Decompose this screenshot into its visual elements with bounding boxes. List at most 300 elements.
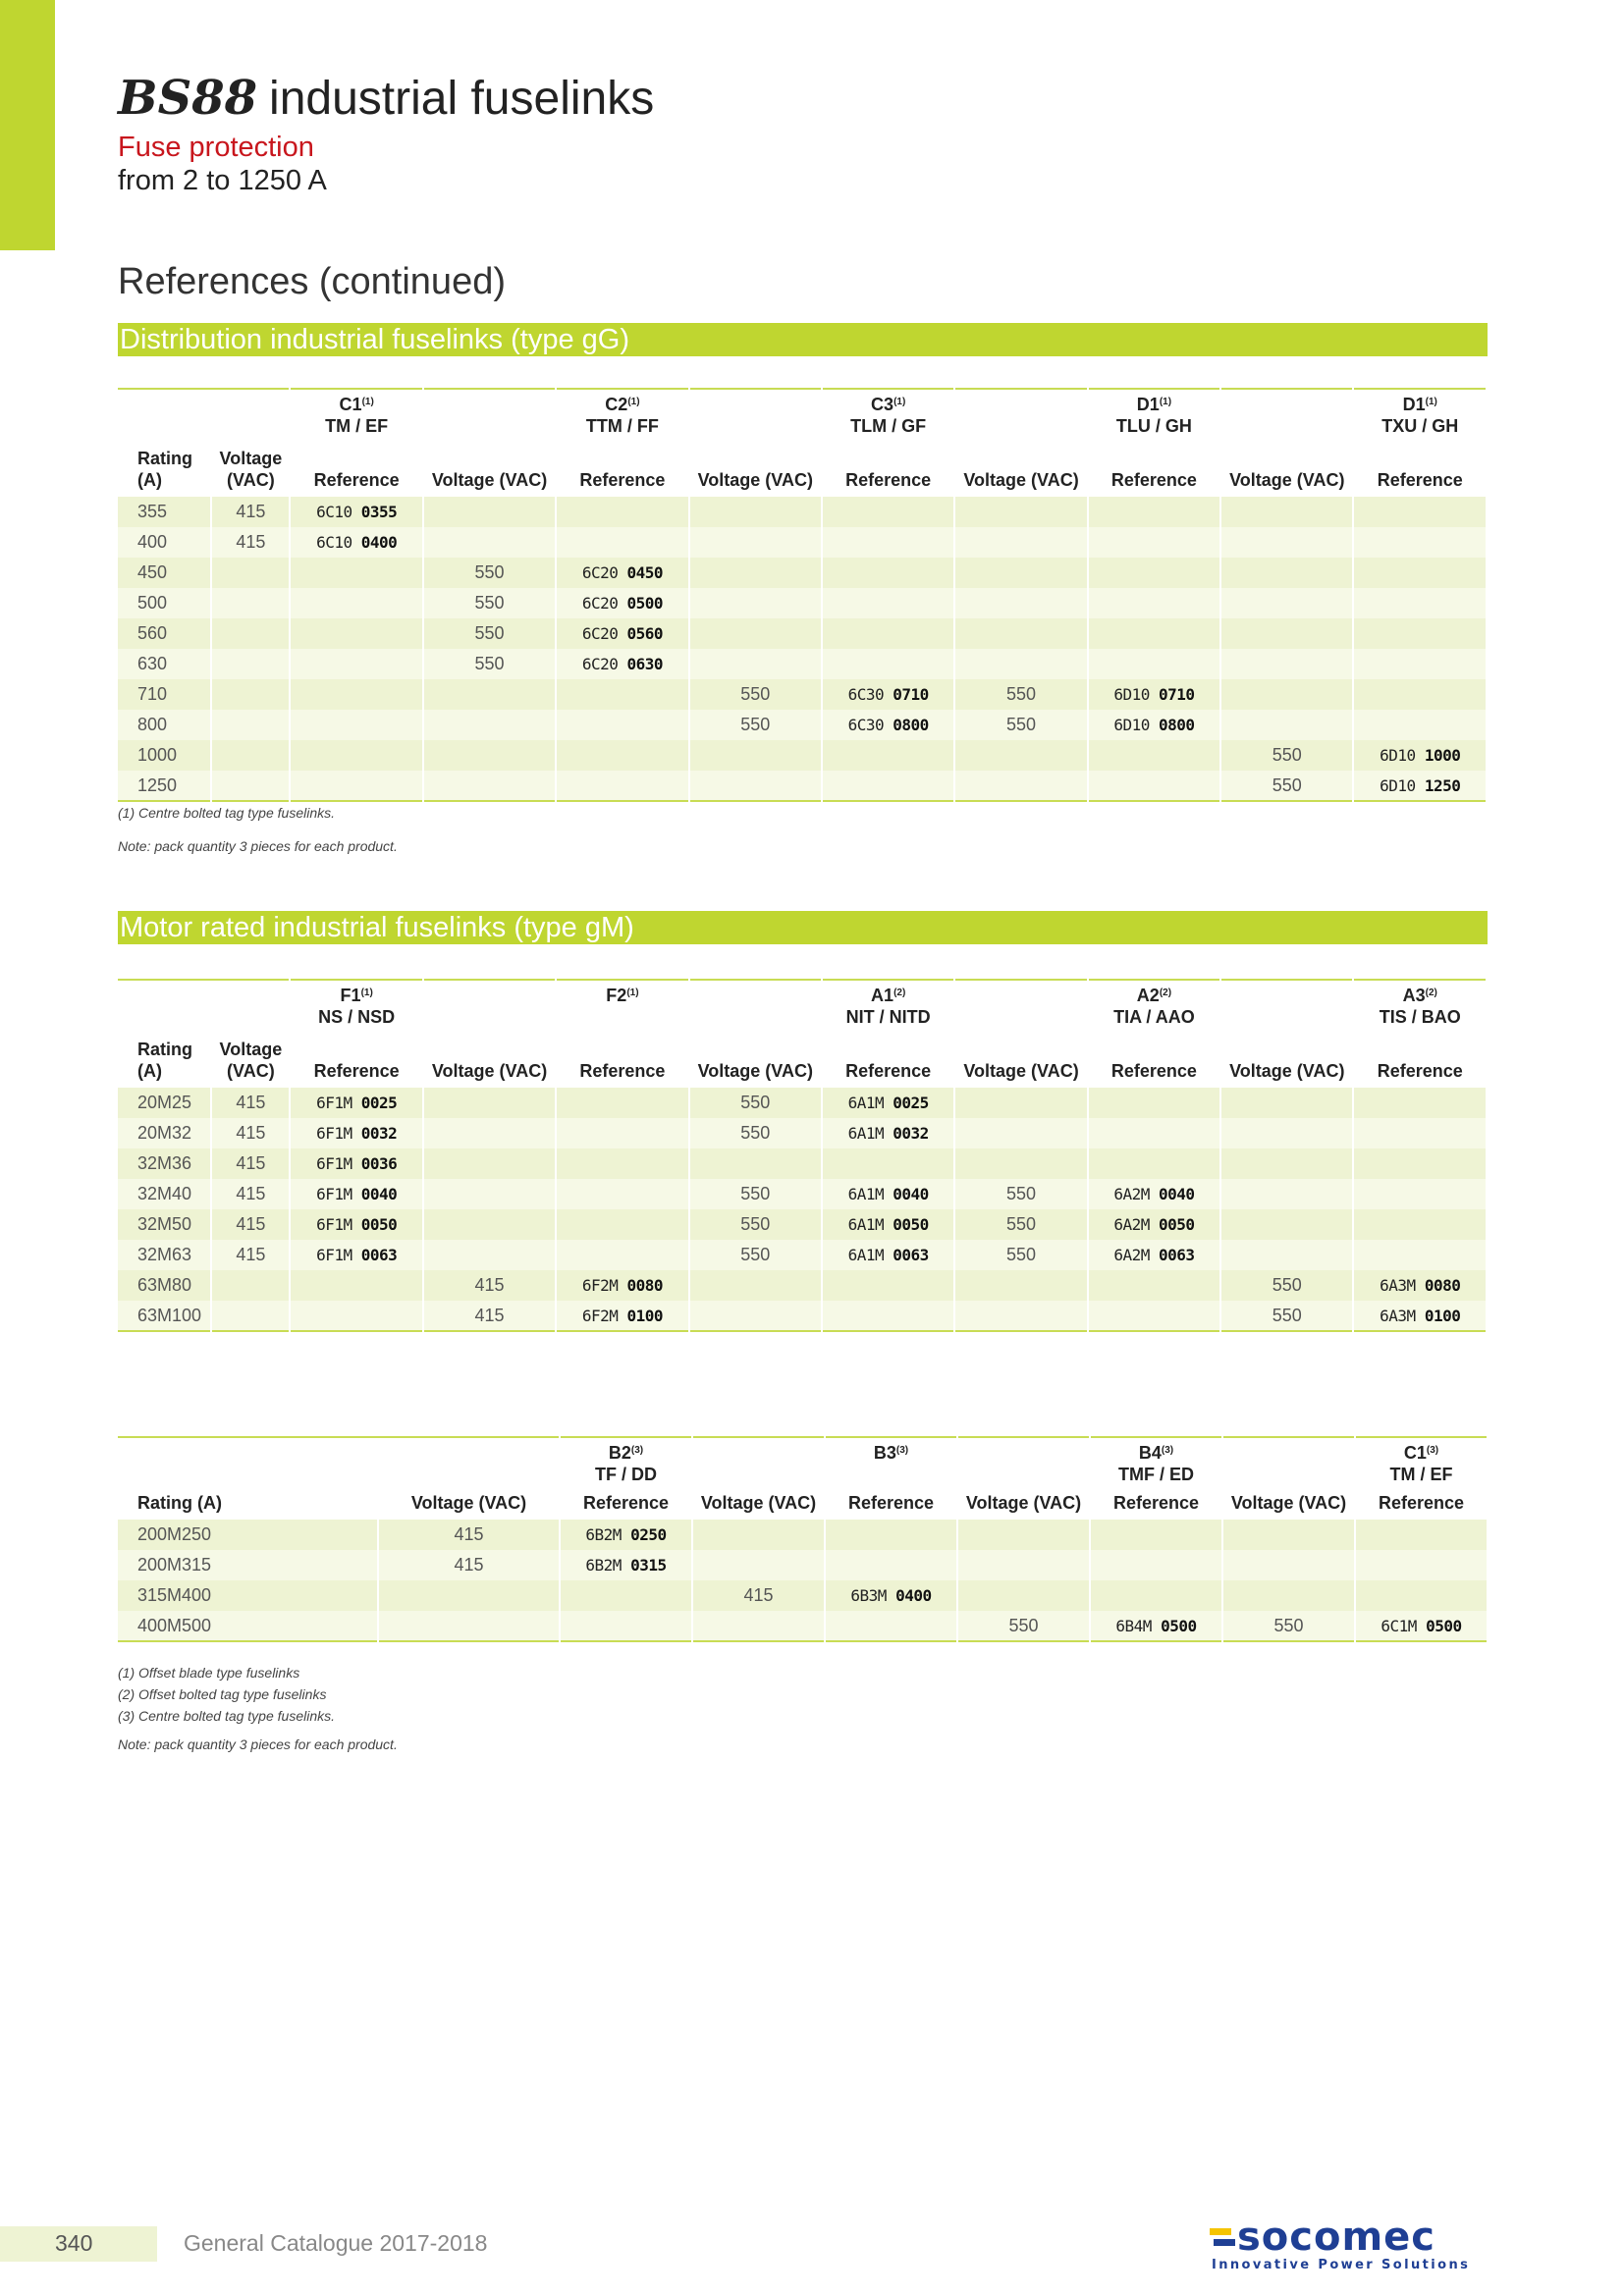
table1-pack-note: Note: pack quantity 3 pieces for each product. (118, 838, 398, 854)
col-voltage-vac: Voltage (VAC) (692, 1488, 825, 1520)
logo-tagline: Innovative Power Solutions (1212, 2258, 1471, 2272)
empty-cell (1220, 1209, 1353, 1240)
col-voltage-vac: Voltage (VAC) (689, 1037, 822, 1088)
reference-cell (290, 1088, 422, 1118)
empty-cell (290, 1270, 422, 1301)
reference-number: 0063 (1158, 1246, 1195, 1264)
reference-cell (556, 558, 688, 588)
reference-number: 0500 (1161, 1616, 1197, 1635)
reference-cell (1090, 1611, 1222, 1641)
reference-number: 0032 (360, 1124, 398, 1143)
table2-column-row (118, 1037, 1487, 1088)
empty-cell (1220, 558, 1353, 588)
empty-cell (1353, 679, 1487, 710)
voltage-cell: 415 (378, 1550, 560, 1580)
empty-cell (290, 588, 422, 618)
voltage-cell: 415 (423, 1301, 556, 1331)
group-name: NS / NSD (318, 1007, 396, 1027)
col-rating: Rating (A) (118, 1488, 378, 1520)
empty-cell (556, 1240, 688, 1270)
table1-header-blank (954, 389, 1087, 446)
empty-cell (825, 1520, 957, 1550)
reference-cell (290, 497, 422, 527)
reference-cell (556, 649, 688, 679)
rating-cell: 560 (118, 618, 211, 649)
empty-cell (556, 497, 688, 527)
voltage-cell: 415 (211, 1240, 290, 1270)
page-range: from 2 to 1250 A (118, 165, 327, 196)
col-rating: Rating (A) (118, 1037, 211, 1088)
voltage-cell: 550 (689, 1179, 822, 1209)
side-color-tab (0, 0, 55, 250)
empty-cell (1353, 1240, 1487, 1270)
empty-cell (1088, 1301, 1220, 1331)
col-reference: Reference (1088, 446, 1220, 497)
table2-group-header (822, 980, 954, 1037)
rating-cell: 400 (118, 527, 211, 558)
empty-cell (1222, 1550, 1355, 1580)
empty-cell (423, 1088, 556, 1118)
table-row (118, 649, 1487, 679)
empty-cell (1088, 1118, 1220, 1148)
reference-prefix: 6F2M (581, 1276, 627, 1295)
empty-cell (954, 649, 1087, 679)
empty-cell (954, 558, 1087, 588)
empty-cell (290, 740, 422, 771)
reference-number: 0450 (626, 563, 664, 582)
table2-group-header (1353, 980, 1487, 1037)
empty-cell (1090, 1580, 1222, 1611)
empty-cell (689, 740, 822, 771)
voltage-cell: 415 (211, 527, 290, 558)
reference-number: 0315 (630, 1556, 667, 1575)
voltage-cell: 550 (1220, 771, 1353, 801)
reference-cell (825, 1580, 957, 1611)
empty-cell (822, 618, 954, 649)
empty-cell (211, 1301, 290, 1331)
empty-cell (1090, 1550, 1222, 1580)
reference-cell (560, 1520, 692, 1550)
reference-prefix: 6A3M (1380, 1276, 1425, 1295)
group-name: TLU / GH (1115, 416, 1192, 436)
table-row (118, 1209, 1487, 1240)
reference-cell (822, 1240, 954, 1270)
logo-wordmark: socomec (1237, 2215, 1435, 2260)
rating-cell: 500 (118, 588, 211, 618)
empty-cell (1220, 1240, 1353, 1270)
reference-number: 0630 (626, 655, 664, 673)
empty-cell (1088, 558, 1220, 588)
voltage-cell: 550 (689, 1209, 822, 1240)
empty-cell (1353, 1118, 1487, 1148)
reference-prefix: 6C20 (581, 624, 627, 643)
empty-cell (689, 649, 822, 679)
reference-number: 0710 (893, 685, 929, 704)
reference-cell (556, 588, 688, 618)
col-reference: Reference (1353, 1037, 1487, 1088)
voltage-cell: 550 (423, 588, 556, 618)
reference-prefix: 6C10 (316, 533, 361, 552)
socomec-logo-mark-icon (1210, 2226, 1235, 2252)
empty-cell (560, 1611, 692, 1641)
empty-cell (822, 771, 954, 801)
reference-cell (1088, 710, 1220, 740)
empty-cell (954, 1148, 1087, 1179)
empty-cell (1353, 558, 1487, 588)
empty-cell (1353, 1209, 1487, 1240)
group-name: TMF / ED (1118, 1465, 1194, 1484)
group-code: C3$^{(1)}$ (871, 395, 906, 414)
voltage-cell: 415 (211, 1148, 290, 1179)
empty-cell (1088, 649, 1220, 679)
reference-prefix: 6A1M (847, 1215, 893, 1234)
reference-cell (1353, 740, 1487, 771)
empty-cell (423, 1179, 556, 1209)
table-row (118, 740, 1487, 771)
empty-cell (957, 1550, 1090, 1580)
group-code: C1$^{(1)}$ (339, 395, 374, 414)
empty-cell (954, 1270, 1087, 1301)
empty-cell (556, 771, 688, 801)
table3-header-blank (118, 1437, 560, 1488)
empty-cell (1088, 740, 1220, 771)
voltage-cell: 550 (689, 1240, 822, 1270)
group-name: NIT / NITD (845, 1007, 931, 1027)
table-row (118, 558, 1487, 588)
empty-cell (211, 1270, 290, 1301)
reference-number: 0100 (626, 1306, 664, 1325)
rating-cell: 315M400 (118, 1580, 378, 1611)
table2-header-blank (689, 980, 822, 1037)
col-reference: Reference (556, 1037, 688, 1088)
group-code: A1$^{(2)}$ (871, 986, 906, 1005)
group-code: C2$^{(1)}$ (605, 395, 640, 414)
empty-cell (1355, 1550, 1488, 1580)
reference-prefix: 6B4M (1115, 1616, 1162, 1635)
empty-cell (556, 527, 688, 558)
reference-number: 0800 (1158, 716, 1195, 734)
rating-cell: 630 (118, 649, 211, 679)
empty-cell (954, 1088, 1087, 1118)
socomec-logo (1210, 2215, 1483, 2279)
empty-cell (556, 1209, 688, 1240)
group-code: D1$^{(1)}$ (1136, 395, 1172, 414)
reference-cell (1088, 1179, 1220, 1209)
empty-cell (556, 710, 688, 740)
empty-cell (1355, 1520, 1488, 1550)
table2-group-row (118, 980, 1487, 1037)
rating-cell: 400M500 (118, 1611, 378, 1641)
rating-cell: 200M250 (118, 1520, 378, 1550)
reference-prefix: 6F1M (316, 1246, 361, 1264)
voltage-cell: 550 (1220, 1270, 1353, 1301)
table3-footnote-2: (2) Offset bolted tag type fuselinks (118, 1686, 327, 1702)
reference-cell (822, 1179, 954, 1209)
group-code: F2$^{(1)}$ (606, 986, 639, 1005)
reference-prefix: 6D10 (1380, 746, 1425, 765)
reference-number: 0560 (626, 624, 664, 643)
table1-group-header (1353, 389, 1487, 446)
col-reference: Reference (1355, 1488, 1488, 1520)
rating-cell: 200M315 (118, 1550, 378, 1580)
empty-cell (378, 1611, 560, 1641)
table-row (118, 527, 1487, 558)
voltage-cell: 415 (211, 1118, 290, 1148)
rating-cell: 450 (118, 558, 211, 588)
empty-cell (822, 588, 954, 618)
col-reference: Reference (1353, 446, 1487, 497)
table-row (118, 1270, 1487, 1301)
table2-header-blank (118, 980, 290, 1037)
voltage-cell: 550 (954, 1240, 1087, 1270)
col-reference: Reference (822, 1037, 954, 1088)
reference-cell (290, 527, 422, 558)
col-voltage-vac: Voltage (VAC) (378, 1488, 560, 1520)
empty-cell (211, 588, 290, 618)
empty-cell (954, 1118, 1087, 1148)
col-rating: Rating (A) (118, 446, 211, 497)
reference-prefix: 6C20 (581, 594, 627, 613)
empty-cell (211, 710, 290, 740)
empty-cell (211, 740, 290, 771)
empty-cell (822, 1301, 954, 1331)
reference-number: 0500 (1426, 1616, 1462, 1635)
table-row (118, 1118, 1487, 1148)
rating-cell: 1000 (118, 740, 211, 771)
empty-cell (689, 771, 822, 801)
reference-prefix: 6C20 (581, 563, 627, 582)
reference-prefix: 6B2M (585, 1556, 631, 1575)
group-code: B4$^{(3)}$ (1138, 1443, 1174, 1463)
reference-cell (290, 1209, 422, 1240)
table3-footnote-3: (3) Centre bolted tag type fuselinks. (118, 1708, 336, 1724)
title-text: industrial fuselinks (269, 73, 655, 125)
empty-cell (423, 1240, 556, 1270)
empty-cell (954, 527, 1087, 558)
rating-cell: 32M40 (118, 1179, 211, 1209)
empty-cell (1353, 618, 1487, 649)
empty-cell (957, 1520, 1090, 1550)
reference-number: 0063 (360, 1246, 398, 1264)
page-subtitle: Fuse protection (118, 132, 314, 163)
empty-cell (1222, 1520, 1355, 1550)
reference-prefix: 6A1M (847, 1185, 893, 1203)
empty-cell (1220, 679, 1353, 710)
reference-number: 0355 (360, 503, 398, 521)
reference-cell (290, 1148, 422, 1179)
empty-cell (822, 740, 954, 771)
table-row (118, 1611, 1488, 1641)
empty-cell (1220, 1088, 1353, 1118)
empty-cell (1088, 527, 1220, 558)
empty-cell (822, 1148, 954, 1179)
group-code: D1$^{(1)}$ (1402, 395, 1437, 414)
table3-group-header (825, 1437, 957, 1488)
empty-cell (1222, 1580, 1355, 1611)
col-voltage-vac: Voltage (VAC) (1220, 446, 1353, 497)
empty-cell (822, 527, 954, 558)
reference-number: 0250 (630, 1525, 667, 1544)
table-row (118, 1550, 1488, 1580)
empty-cell (689, 1148, 822, 1179)
empty-cell (290, 679, 422, 710)
table3-footnote-1: (1) Offset blade type fuselinks (118, 1665, 300, 1681)
reference-prefix: 6F1M (316, 1124, 361, 1143)
empty-cell (290, 558, 422, 588)
reference-cell (290, 1240, 422, 1270)
voltage-cell: 550 (1222, 1611, 1355, 1641)
reference-prefix: 6A2M (1113, 1246, 1159, 1264)
empty-cell (689, 497, 822, 527)
empty-cell (1220, 1179, 1353, 1209)
empty-cell (954, 1301, 1087, 1331)
table3-group-header (560, 1437, 692, 1488)
reference-cell (1088, 1209, 1220, 1240)
table-row (118, 1088, 1487, 1118)
reference-number: 0500 (626, 594, 664, 613)
reference-cell (290, 1118, 422, 1148)
reference-prefix: 6A1M (847, 1246, 893, 1264)
reference-prefix: 6D10 (1380, 775, 1425, 795)
reference-number: 0050 (1158, 1215, 1195, 1234)
empty-cell (1355, 1580, 1488, 1611)
reference-prefix: 6A1M (847, 1094, 893, 1112)
empty-cell (556, 740, 688, 771)
reference-number: 1250 (1424, 775, 1461, 795)
voltage-cell: 550 (1220, 1301, 1353, 1331)
empty-cell (556, 1088, 688, 1118)
reference-number: 0100 (1424, 1306, 1461, 1325)
voltage-cell: 550 (689, 679, 822, 710)
empty-cell (290, 618, 422, 649)
col-voltage-vac: Voltage (VAC) (423, 1037, 556, 1088)
voltage-cell: 550 (689, 1118, 822, 1148)
empty-cell (560, 1580, 692, 1611)
empty-cell (423, 1209, 556, 1240)
rating-cell: 32M50 (118, 1209, 211, 1240)
distribution-fuselinks-table (118, 388, 1488, 802)
empty-cell (1220, 527, 1353, 558)
empty-cell (954, 497, 1087, 527)
rating-cell: 800 (118, 710, 211, 740)
reference-number: 0036 (360, 1154, 398, 1173)
reference-prefix: 6C10 (316, 503, 361, 521)
empty-cell (1353, 1148, 1487, 1179)
reference-prefix: 6C1M (1380, 1616, 1427, 1635)
col-voltage-vac: Voltage (VAC) (423, 446, 556, 497)
reference-prefix: 6F1M (316, 1094, 361, 1112)
empty-cell (423, 497, 556, 527)
empty-cell (954, 588, 1087, 618)
table-row (118, 497, 1487, 527)
empty-cell (1353, 527, 1487, 558)
motor-rated-large-fuselinks-table (118, 1436, 1489, 1642)
empty-cell (689, 618, 822, 649)
col-reference: Reference (1090, 1488, 1222, 1520)
empty-cell (1088, 1148, 1220, 1179)
table3-header-blank (1222, 1437, 1355, 1488)
reference-number: 0025 (893, 1094, 929, 1112)
empty-cell (692, 1550, 825, 1580)
empty-cell (689, 1270, 822, 1301)
reference-number: 0050 (893, 1215, 929, 1234)
reference-cell (822, 1209, 954, 1240)
col-reference: Reference (290, 446, 422, 497)
col-voltage-vac: Voltage (VAC) (1222, 1488, 1355, 1520)
table-row (118, 771, 1487, 801)
rating-cell: 63M100 (118, 1301, 211, 1331)
table1-header-blank (689, 389, 822, 446)
empty-cell (1353, 497, 1487, 527)
reference-cell (556, 1301, 688, 1331)
reference-number: 0050 (360, 1215, 398, 1234)
empty-cell (1353, 710, 1487, 740)
empty-cell (290, 1301, 422, 1331)
empty-cell (423, 679, 556, 710)
empty-cell (957, 1580, 1090, 1611)
empty-cell (1220, 618, 1353, 649)
table2-group-header (556, 980, 688, 1037)
reference-prefix: 6F1M (316, 1215, 361, 1234)
empty-cell (1088, 618, 1220, 649)
empty-cell (211, 618, 290, 649)
table1-header-blank (118, 389, 290, 446)
rating-cell: 20M32 (118, 1118, 211, 1148)
empty-cell (1088, 1088, 1220, 1118)
reference-number: 1000 (1424, 746, 1461, 765)
col-voltage-vac: Voltage (VAC) (954, 446, 1087, 497)
reference-number: 0710 (1158, 685, 1195, 704)
empty-cell (692, 1611, 825, 1641)
reference-prefix: 6D10 (1113, 685, 1159, 704)
empty-cell (689, 588, 822, 618)
table1-group-row (118, 389, 1487, 446)
col-voltage-vac: Voltage (VAC) (1220, 1037, 1353, 1088)
reference-cell (1353, 771, 1487, 801)
empty-cell (1220, 497, 1353, 527)
col-voltage-vac: Voltage (VAC) (957, 1488, 1090, 1520)
reference-cell (1353, 1301, 1487, 1331)
reference-prefix: 6F2M (581, 1306, 627, 1325)
table-row (118, 618, 1487, 649)
group-name: TLM / GF (850, 416, 927, 436)
group-name: TTM / FF (585, 416, 659, 436)
reference-cell (560, 1550, 692, 1580)
group-code: A2$^{(2)}$ (1136, 986, 1172, 1005)
title-brand: BS88 (118, 71, 258, 126)
table2-header-blank (1220, 980, 1353, 1037)
reference-number: 0400 (360, 533, 398, 552)
empty-cell (290, 649, 422, 679)
catalogue-title: General Catalogue 2017-2018 (184, 2230, 488, 2256)
group-name: TIS / BAO (1379, 1007, 1461, 1027)
empty-cell (423, 740, 556, 771)
rating-cell: 355 (118, 497, 211, 527)
page-header (118, 69, 654, 197)
reference-cell (822, 679, 954, 710)
col-reference: Reference (290, 1037, 422, 1088)
empty-cell (954, 618, 1087, 649)
reference-prefix: 6A1M (847, 1124, 893, 1143)
group-code: F1$^{(1)}$ (340, 986, 373, 1005)
table3-column-row (118, 1488, 1488, 1520)
voltage-cell: 415 (211, 1088, 290, 1118)
group-name: TIA / AAO (1113, 1007, 1195, 1027)
col-reference: Reference (1088, 1037, 1220, 1088)
voltage-cell: 550 (423, 649, 556, 679)
voltage-cell: 415 (211, 1209, 290, 1240)
voltage-cell: 550 (689, 710, 822, 740)
